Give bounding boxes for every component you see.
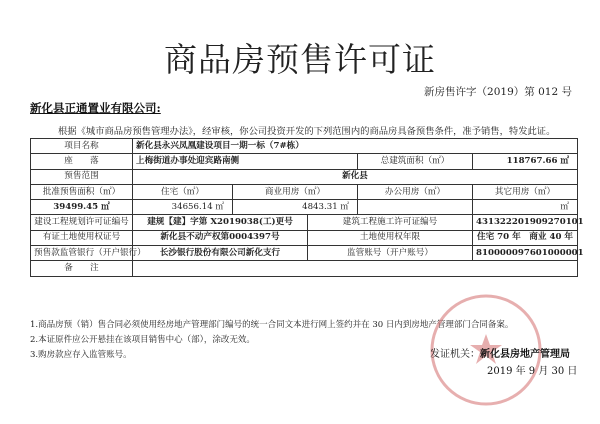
project-name-value: 新化县永兴凤凰建设项目一期一标（7#栋） <box>133 139 578 154</box>
presale-scope-value: 新化县 <box>133 169 578 184</box>
intro-text: 根据《城市商品房预售管理办法》，经审核，你公司投资开发的下列范围内的商品房具备预售条件，准予销售，特发此证。 <box>58 126 556 137</box>
presale-scope-label: 预售范围 <box>31 169 133 184</box>
planning-permit-value: 建规【建】字第 X2019038(工)更号 <box>133 215 308 230</box>
table-row <box>31 169 578 184</box>
issuer-name: 新化县房地产管理局 <box>480 349 570 360</box>
issuer-label: 发证机关： <box>430 349 480 360</box>
total-area-value: 118767.66 ㎡ <box>473 154 578 169</box>
other-value: ㎡ <box>473 200 578 215</box>
location-value: 上梅街道办事处迎宾路南侧 <box>133 154 358 169</box>
table-row <box>31 261 578 276</box>
table-row <box>31 200 578 215</box>
account-value: 810000097601000001 <box>473 246 578 261</box>
office-value <box>358 200 473 215</box>
table-row <box>31 184 578 199</box>
permit-table <box>30 138 584 277</box>
table-row <box>31 230 578 245</box>
other-label: 其它用房（㎡） <box>473 184 578 199</box>
issuing-authority <box>430 345 570 360</box>
land-term-value: 住宅 70 年 商业 40 年 <box>473 230 578 245</box>
issue-date: 2019 年 9 月 30 日 <box>487 366 578 377</box>
bank-label: 预售款监管银行（开户银行） <box>31 246 133 261</box>
project-name-label: 项目名称 <box>31 139 133 154</box>
residential-value: 34656.14 ㎡ <box>133 200 233 215</box>
permit-number: 新房售许字（2019）第 012 号 <box>424 86 572 98</box>
account-label: 监管账号（开户账号） <box>308 246 473 261</box>
table-row <box>31 154 578 169</box>
document-title: 商品房预售许可证 <box>164 40 436 79</box>
note-2: 2.本证原件应公开悬挂在该项目销售中心（部），涂改无效。 <box>30 335 255 345</box>
remarks-value <box>133 261 578 276</box>
residential-label: 住宅（㎡） <box>133 184 233 199</box>
approved-area-label: 批准预售面积（㎡） <box>31 184 133 199</box>
remarks-label: 备 注 <box>31 261 133 276</box>
location-label: 座 落 <box>31 154 133 169</box>
commercial-value: 4843.31 ㎡ <box>233 200 358 215</box>
company-name: 新化县正通置业有限公司: <box>30 101 161 115</box>
land-cert-label: 有证土地使用权证号 <box>31 230 133 245</box>
construction-permit-value: 431322201909270101 <box>473 215 578 230</box>
land-cert-value: 新化县不动产权第0004397号 <box>133 230 308 245</box>
office-label: 办公用房（㎡） <box>358 184 473 199</box>
table-row <box>31 215 578 230</box>
land-term-label: 土地使用权年限 <box>308 230 473 245</box>
construction-permit-label: 建筑工程施工许可证编号 <box>308 215 473 230</box>
note-3: 3.购房款应存入监管账号。 <box>30 350 132 360</box>
note-1: 1.商品房预（销）售合同必须使用经房地产管理部门编号的统一合同文本进行网上签约并在 30 日内到房地产管理部门合同备案。 <box>30 320 514 330</box>
planning-permit-label: 建设工程规划许可证编号 <box>31 215 133 230</box>
commercial-label: 商业用房（㎡） <box>233 184 358 199</box>
total-area-label: 总建筑面积（㎡） <box>358 154 473 169</box>
bank-value: 长沙银行股份有限公司新化支行 <box>133 246 308 261</box>
table-row <box>31 246 578 261</box>
approved-area-value: 39499.45 ㎡ <box>31 200 133 215</box>
table-row <box>31 139 578 154</box>
